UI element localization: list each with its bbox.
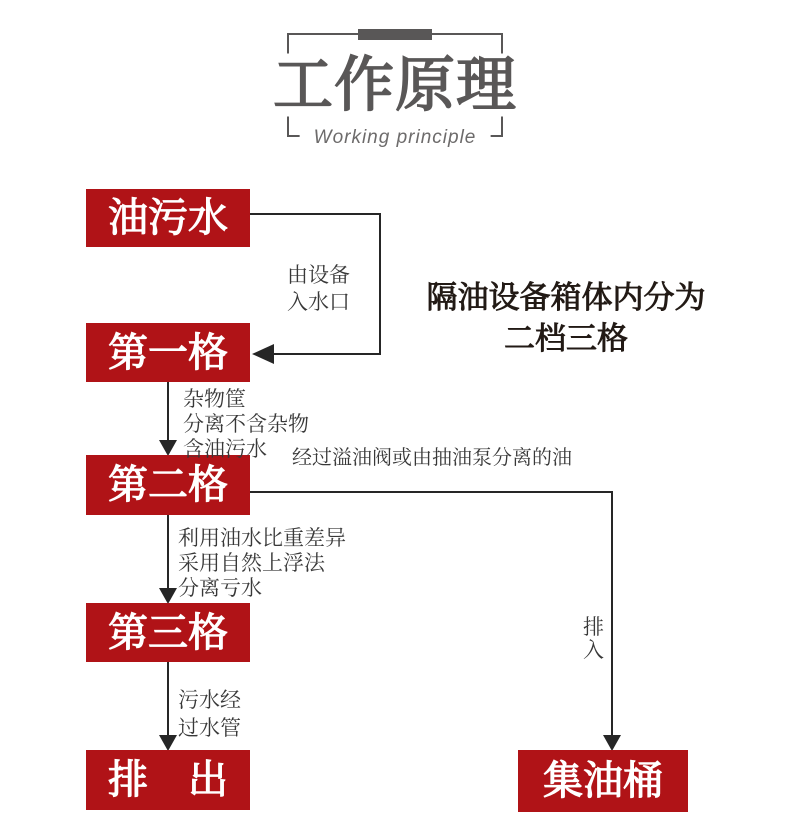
node-discharge-label: 排 出 [108,758,228,802]
page-title: 工作原理 [267,54,523,117]
label-device-inlet-line1: 由设备 [287,264,350,287]
label-sewage-pipe [178,687,241,743]
node-oily-water [86,189,250,247]
title-frame [273,33,517,148]
arrowhead-down-into-cell2 [159,440,177,456]
note-line-1: 隔油设备箱体内分为 [426,280,706,315]
label-device-inlet [287,262,350,316]
label-oil-route: 经过溢油阀或由抽油泵分离的油 [292,447,572,469]
node-first-cell-label: 第一格 [108,330,228,375]
label-gravity-separation [178,526,346,601]
label-gravity-separation-line2: 采用自然上浮法 [178,552,325,575]
arrowhead-left-into-cell1 [252,344,274,364]
label-debris-basket-line1: 杂物筐 [183,388,246,411]
label-gravity-separation-line1: 利用油水比重差异 [178,527,346,550]
arrowhead-down-into-cell3 [159,588,177,604]
label-pour-in [583,616,604,662]
note-line-2: 二档三格 [504,321,628,356]
note-box-partition [418,277,714,359]
label-pour-in-char2: 入 [583,639,604,662]
node-oil-barrel [518,750,688,812]
node-second-cell [86,455,250,515]
label-debris-basket [183,387,309,462]
label-debris-basket-line3: 含油污水 [183,438,267,461]
label-debris-basket-line2: 分离不含杂物 [183,413,309,436]
node-first-cell [86,323,250,382]
label-device-inlet-line2: 入水口 [287,291,350,314]
label-pour-in-char1: 排 [583,616,604,639]
arrowhead-down-into-oil-barrel [603,735,621,751]
arrowhead-down-into-discharge [159,735,177,751]
page-subtitle: Working principle [300,127,491,149]
node-oil-barrel-label: 集油桶 [543,759,663,803]
node-third-cell-label: 第三格 [108,610,228,655]
node-oily-water-label: 油污水 [108,196,228,240]
label-sewage-pipe-line1: 污水经 [178,689,241,712]
node-third-cell [86,603,250,662]
node-discharge [86,750,250,810]
node-second-cell-label: 第二格 [108,463,228,507]
label-gravity-separation-line3: 分离亏水 [178,577,262,600]
label-sewage-pipe-line2: 过水管 [178,717,241,740]
title-frame-top-bar [358,29,432,40]
